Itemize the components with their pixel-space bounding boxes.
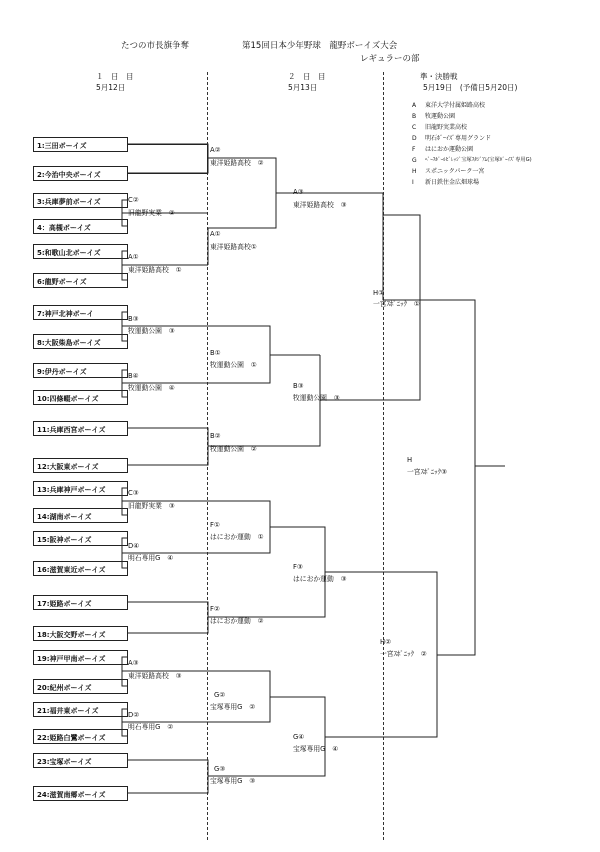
legend-name: ﾍﾞｰｽﾎﾞｰﾙﾋﾞﾚｯｼﾞ宝塚ｽﾀｼﾞｱﾑ(宝塚ﾎﾞｰｲｽﾞ専用G) <box>425 157 532 163</box>
team-name: 6:龍野ボーイズ <box>37 278 87 286</box>
team-name: 17:姫路ボーイズ <box>37 600 92 608</box>
team-name: 23:宝塚ボーイズ <box>37 758 92 766</box>
team-name: 12:大阪東ボーイズ <box>37 463 99 471</box>
match-line <box>128 144 208 173</box>
team-name: 13:兵庫神戸ボーイズ <box>37 486 106 494</box>
match-venue: 牧運動公園 ① <box>210 361 257 369</box>
match-code: C③ <box>128 489 139 497</box>
day1-label: １ 日 目 <box>96 72 134 81</box>
team-name: 19:神戸甲南ボーイズ <box>37 655 106 663</box>
legend-name: スポニックパーク一宮 <box>425 168 485 175</box>
final-venue: 一宮ｽﾎﾟﾆｯｸ③ <box>407 468 448 476</box>
legend-name: 明石ﾎﾞｰｲｽﾞ専用グランド <box>425 135 492 142</box>
match-code: H① <box>373 289 385 297</box>
team-name: 11:兵庫西宮ボーイズ <box>37 426 106 434</box>
team-name: 22:姫路白鷺ボーイズ <box>37 734 106 742</box>
match-venue: 東洋姫路高校 ② <box>210 159 264 167</box>
match-code: G③ <box>214 765 226 773</box>
team-name: 16:滋賀東近ボーイズ <box>37 566 106 574</box>
match-venue: 明石専用G ④ <box>128 554 174 562</box>
legend-name: 旧龍野実業高校 <box>425 124 468 131</box>
legend-code: D <box>412 135 417 142</box>
legend-name: 新日鉄住金広畑球場 <box>425 179 480 186</box>
page-title: 第15回日本少年野球 龍野ボーイズ大会 <box>242 41 398 51</box>
match-venue: 牧運動公園 ③ <box>128 327 175 335</box>
team-name: 1:三田ボーイズ <box>37 142 87 150</box>
team-name: 15:阪神ボーイズ <box>37 536 92 544</box>
team-name: 2:今治中央ボーイズ <box>37 171 101 179</box>
legend-name: 牧運動公園 <box>425 113 456 120</box>
match-venue: 旧龍野実業 ③ <box>128 502 175 510</box>
match-code: F① <box>210 521 221 529</box>
match-venue: 牧運動公園 ③ <box>293 394 340 402</box>
match-line <box>128 602 208 633</box>
match-code: A② <box>210 146 221 154</box>
match-venue: 宝塚専用G ④ <box>293 745 339 753</box>
page-subtitle: レギュラーの部 <box>360 54 420 64</box>
team-name: 10:四條畷ボーイズ <box>37 395 99 403</box>
team-name: 21:福井東ボーイズ <box>37 707 99 715</box>
match-code: B④ <box>128 372 139 380</box>
day3-label: 準・決勝戦 <box>420 72 458 81</box>
legend-code: B <box>412 113 417 120</box>
final-code: H <box>407 456 413 464</box>
team-name: 3:兵庫夢前ボーイズ <box>37 198 101 206</box>
match-code: B① <box>210 349 221 357</box>
match-venue: 一宮ｽﾎﾟﾆｯｸ ① <box>373 300 420 308</box>
match-venue: 宝塚専用G ② <box>210 703 256 711</box>
match-venue: 旧龍野実業 ② <box>128 209 175 217</box>
team-name: 7:神戸北神ボーイ <box>37 310 94 318</box>
match-code: A① <box>210 230 221 238</box>
legend-code: F <box>412 146 416 153</box>
day2-date: 5月13日 <box>288 83 318 92</box>
match-venue: はにおか運動 ② <box>210 617 264 625</box>
team-name: 18:大阪交野ボーイズ <box>37 631 106 639</box>
match-line <box>208 158 276 228</box>
team-name: 5:和歌山北ボーイズ <box>37 249 101 257</box>
match-line <box>128 760 208 793</box>
team-name: 24:滋賀南郷ボーイズ <box>37 791 106 799</box>
match-code: B③ <box>293 382 304 390</box>
team-name: 4：高槻ボーイズ <box>37 224 91 232</box>
match-code: A③ <box>293 188 304 196</box>
match-code: B② <box>210 432 221 440</box>
match-venue: 一宮ｽﾎﾟﾆｯｸ ② <box>380 650 427 658</box>
match-code: H② <box>380 638 392 646</box>
legend-name: はにおか運動公園 <box>425 146 474 153</box>
match-venue: はにおか運動 ③ <box>293 575 347 583</box>
day3-date: 5月19日 (予備日5月20日) <box>423 83 518 92</box>
match-venue: 牧運動公園 ② <box>210 445 257 453</box>
match-line <box>128 428 208 465</box>
match-code: C② <box>128 196 139 204</box>
match-code: D② <box>128 711 140 719</box>
match-line <box>270 527 325 617</box>
day2-label: ２ 日 目 <box>288 72 326 81</box>
team-name: 9:伊丹ボーイズ <box>37 368 87 376</box>
match-code: A③ <box>128 659 139 667</box>
tournament-cup: たつの市長旗争奪 <box>121 41 190 51</box>
team-name: 8:大阪柴島ボーイズ <box>37 339 101 347</box>
match-venue: はにおか運動 ① <box>210 533 264 541</box>
match-code: G④ <box>293 733 305 741</box>
legend-name: 東洋大学付属姫路高校 <box>425 102 486 109</box>
match-venue: 東洋姫路高校 ③ <box>293 201 347 209</box>
match-code: A① <box>128 253 139 261</box>
match-code: F③ <box>293 563 304 571</box>
match-code: D④ <box>128 542 140 550</box>
team-name: 20:紀州ボーイズ <box>37 684 92 692</box>
match-venue: 東洋姫路高校 ③ <box>128 672 182 680</box>
legend-code: G <box>412 157 417 164</box>
legend-code: A <box>412 102 417 109</box>
match-venue: 明石専用G ② <box>128 723 174 731</box>
match-venue: 東洋姫路高校 ① <box>128 266 182 274</box>
match-code: G② <box>214 691 226 699</box>
legend-code: H <box>412 168 417 175</box>
match-venue: 宝塚専用G ③ <box>210 777 256 785</box>
legend-code: I <box>412 179 414 186</box>
match-venue: 牧運動公園 ④ <box>128 384 175 392</box>
team-name: 14:湖南ボーイズ <box>37 513 92 521</box>
day1-date: 5月12日 <box>96 83 126 92</box>
match-code: B③ <box>128 315 139 323</box>
legend-code: C <box>412 124 417 131</box>
match-line <box>420 300 475 655</box>
match-code: F② <box>210 605 221 613</box>
match-line <box>276 193 383 300</box>
match-venue: 東洋姫路高校① <box>210 243 257 251</box>
